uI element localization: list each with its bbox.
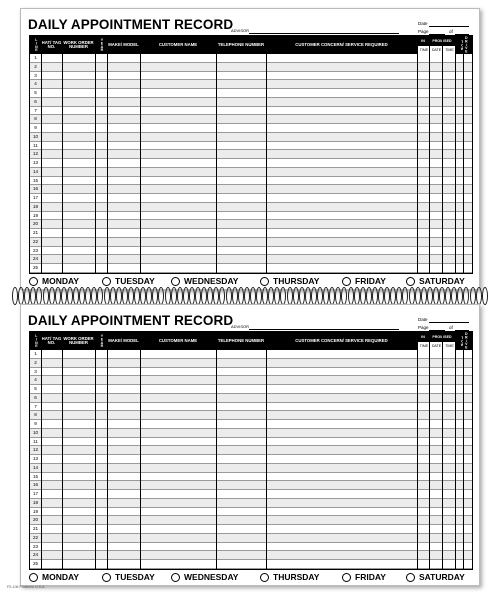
grid-rows bbox=[30, 54, 472, 273]
col-concern-header: CUSTOMER CONCERN/ SERVICE REQUIRED bbox=[295, 41, 388, 47]
binding-coil bbox=[329, 287, 335, 305]
row-number: 17 bbox=[32, 195, 39, 200]
binding-coil bbox=[116, 287, 122, 305]
binding-coil bbox=[476, 287, 482, 305]
binding-coil bbox=[195, 287, 201, 305]
binding-coil bbox=[433, 287, 439, 305]
col-in-header: IN bbox=[421, 39, 425, 43]
binding-coil bbox=[402, 287, 408, 305]
date-field[interactable] bbox=[429, 322, 469, 323]
binding-coil bbox=[451, 287, 457, 305]
date-label: Date bbox=[418, 317, 428, 322]
day-label: WEDNESDAY bbox=[184, 572, 239, 582]
radio-circle-icon[interactable] bbox=[171, 573, 180, 582]
table-row[interactable] bbox=[30, 89, 472, 98]
day-option-friday[interactable] bbox=[342, 275, 386, 287]
table-row[interactable] bbox=[30, 115, 472, 124]
table-row[interactable] bbox=[30, 508, 472, 517]
sub-in-time: TIME bbox=[417, 46, 430, 54]
table-row[interactable] bbox=[30, 551, 472, 560]
col-status-header: DRIVE TOW bbox=[460, 332, 469, 350]
day-label: THURSDAY bbox=[273, 276, 320, 286]
binding-coil bbox=[140, 287, 146, 305]
binding-coil bbox=[110, 287, 116, 305]
binding-coil bbox=[268, 287, 274, 305]
grid-divider bbox=[417, 36, 418, 273]
table-row[interactable] bbox=[30, 499, 472, 508]
day-label: FRIDAY bbox=[355, 572, 386, 582]
radio-circle-icon[interactable] bbox=[29, 277, 38, 286]
weekday-selector bbox=[29, 571, 471, 583]
day-option-monday[interactable] bbox=[29, 275, 79, 287]
table-row[interactable] bbox=[30, 368, 472, 377]
row-number: 19 bbox=[32, 212, 39, 218]
grid-divider bbox=[442, 332, 443, 569]
row-number: 7 bbox=[34, 403, 37, 409]
binding-coil bbox=[323, 287, 329, 305]
row-number: 22 bbox=[32, 534, 39, 540]
binding-coil bbox=[354, 287, 360, 305]
sub-in-time: TIME bbox=[417, 342, 430, 350]
binding-coil bbox=[335, 287, 341, 305]
row-number: 2 bbox=[34, 359, 37, 365]
binding-coil bbox=[427, 287, 433, 305]
binding-coil bbox=[158, 287, 164, 305]
row-number: 15 bbox=[32, 473, 39, 479]
row-number: 15 bbox=[32, 177, 39, 183]
day-option-saturday[interactable] bbox=[406, 571, 465, 583]
table-row[interactable] bbox=[30, 438, 472, 447]
col-year-header: YEAR bbox=[99, 38, 104, 52]
binding-coil bbox=[91, 287, 97, 305]
table-row[interactable] bbox=[30, 481, 472, 490]
table-row[interactable] bbox=[30, 403, 472, 412]
table-row[interactable] bbox=[30, 212, 472, 221]
binding-coil bbox=[293, 287, 299, 305]
binding-coil bbox=[128, 287, 134, 305]
grid-divider bbox=[107, 332, 108, 569]
grid-divider bbox=[455, 36, 456, 273]
row-number: 25 bbox=[32, 265, 39, 270]
table-row[interactable] bbox=[30, 159, 472, 168]
day-option-friday[interactable] bbox=[342, 571, 386, 583]
binding-coil bbox=[183, 287, 189, 305]
grid-divider bbox=[140, 36, 141, 273]
binding-coil bbox=[457, 287, 463, 305]
table-row[interactable] bbox=[30, 63, 472, 72]
binding-coil bbox=[61, 287, 67, 305]
row-number: 10 bbox=[32, 133, 39, 139]
binding-coil bbox=[79, 287, 85, 305]
binding-coil bbox=[165, 287, 171, 305]
binding-coil bbox=[30, 287, 36, 305]
grid-rows bbox=[30, 350, 472, 569]
radio-circle-icon[interactable] bbox=[406, 573, 415, 582]
binding-coil bbox=[85, 287, 91, 305]
binding-coil bbox=[378, 287, 384, 305]
table-row[interactable] bbox=[30, 411, 472, 420]
radio-circle-icon[interactable] bbox=[260, 573, 269, 582]
page-label: Page bbox=[418, 29, 429, 34]
grid-divider bbox=[417, 332, 418, 569]
table-row[interactable] bbox=[30, 185, 472, 194]
table-row[interactable] bbox=[30, 194, 472, 203]
row-number: 16 bbox=[32, 186, 39, 192]
binding-coil bbox=[73, 287, 79, 305]
binding-coil bbox=[250, 287, 256, 305]
sheet-title: DAILY APPOINTMENT RECORD bbox=[28, 17, 234, 32]
binding-coil bbox=[18, 287, 24, 305]
binding-coil bbox=[55, 287, 61, 305]
binding-coil bbox=[177, 287, 183, 305]
row-number: 1 bbox=[34, 351, 37, 356]
table-row[interactable] bbox=[30, 229, 472, 238]
binding-coil bbox=[219, 287, 225, 305]
table-row[interactable] bbox=[30, 464, 472, 473]
col-telephone-header: TELEPHONE NUMBER bbox=[217, 337, 265, 343]
grid-divider bbox=[41, 36, 42, 273]
binding-coil bbox=[67, 287, 73, 305]
binding-coil bbox=[348, 287, 354, 305]
binding-coil bbox=[470, 287, 476, 305]
day-option-monday[interactable] bbox=[29, 571, 79, 583]
table-row[interactable] bbox=[30, 177, 472, 186]
grid-header bbox=[30, 36, 472, 54]
binding-coil bbox=[305, 287, 311, 305]
day-option-thursday[interactable] bbox=[260, 275, 319, 287]
advisor-label: ADVISOR bbox=[231, 324, 250, 329]
radio-circle-icon[interactable] bbox=[102, 277, 111, 286]
row-number: 8 bbox=[34, 412, 37, 418]
table-row[interactable] bbox=[30, 247, 472, 256]
row-number: 14 bbox=[32, 464, 39, 470]
date-field[interactable] bbox=[429, 26, 469, 27]
day-label: TUESDAY bbox=[115, 572, 155, 582]
table-row[interactable] bbox=[30, 350, 472, 359]
table-row[interactable] bbox=[30, 394, 472, 403]
binding-coil bbox=[24, 287, 30, 305]
col-make-model-header: MAKE/ MODEL bbox=[108, 337, 139, 343]
table-row[interactable] bbox=[30, 534, 472, 543]
binding-coil bbox=[232, 287, 238, 305]
day-option-wednesday[interactable] bbox=[171, 571, 238, 583]
binding-coil bbox=[146, 287, 152, 305]
col-hat-tag-header: HAT/ TAG NO. bbox=[41, 335, 62, 345]
binding-coil bbox=[280, 287, 286, 305]
binding-coil bbox=[134, 287, 140, 305]
table-row[interactable] bbox=[30, 473, 472, 482]
day-label: THURSDAY bbox=[273, 572, 320, 582]
radio-circle-icon[interactable] bbox=[102, 573, 111, 582]
binding-coil bbox=[122, 287, 128, 305]
row-number: 14 bbox=[32, 168, 39, 174]
col-work-order-header: WORK ORDER NUMBER bbox=[63, 39, 94, 49]
binding-coil bbox=[287, 287, 293, 305]
binding-coil bbox=[415, 287, 421, 305]
binding-coil bbox=[421, 287, 427, 305]
col-promised-header: PROMISED bbox=[432, 335, 452, 339]
table-row[interactable] bbox=[30, 220, 472, 229]
col-hat-tag-header: HAT/ TAG NO. bbox=[41, 39, 62, 49]
day-option-thursday[interactable] bbox=[260, 571, 319, 583]
col-make-model-header: MAKE/ MODEL bbox=[108, 41, 139, 47]
grid-divider bbox=[429, 36, 430, 273]
table-row[interactable] bbox=[30, 72, 472, 81]
table-row[interactable] bbox=[30, 385, 472, 394]
binding-coil bbox=[463, 287, 469, 305]
binding-coil bbox=[274, 287, 280, 305]
binding-coil bbox=[384, 287, 390, 305]
binding-coil bbox=[238, 287, 244, 305]
page-label: Page bbox=[418, 325, 429, 330]
radio-circle-icon[interactable] bbox=[406, 277, 415, 286]
appointment-grid bbox=[29, 331, 473, 570]
row-number: 10 bbox=[32, 429, 39, 435]
row-number: 5 bbox=[34, 90, 37, 95]
col-work-order-header: WORK ORDER NUMBER bbox=[63, 335, 94, 345]
table-row[interactable] bbox=[30, 142, 472, 151]
table-row[interactable] bbox=[30, 98, 472, 107]
binding-coil bbox=[366, 287, 372, 305]
grid-divider bbox=[62, 36, 63, 273]
radio-circle-icon[interactable] bbox=[29, 573, 38, 582]
sub-promised-time: TIME bbox=[442, 46, 456, 54]
row-number: 25 bbox=[32, 561, 39, 566]
sheet-title: DAILY APPOINTMENT RECORD bbox=[28, 313, 234, 328]
row-number: 22 bbox=[32, 238, 39, 244]
row-number: 18 bbox=[32, 499, 39, 505]
binding-coil bbox=[360, 287, 366, 305]
table-row[interactable] bbox=[30, 516, 472, 525]
binding-coil bbox=[171, 287, 177, 305]
col-concern-header: CUSTOMER CONCERN/ SERVICE REQUIRED bbox=[295, 337, 388, 343]
row-number: 3 bbox=[34, 72, 37, 78]
appointment-grid bbox=[29, 35, 473, 274]
day-label: WEDNESDAY bbox=[184, 276, 239, 286]
binding-coil bbox=[341, 287, 347, 305]
table-row[interactable] bbox=[30, 124, 472, 133]
table-row[interactable] bbox=[30, 376, 472, 385]
binding-coil bbox=[445, 287, 451, 305]
grid-divider bbox=[107, 36, 108, 273]
grid-divider bbox=[216, 36, 217, 273]
col-customer-name-header: CUSTOMER NAME bbox=[158, 41, 198, 47]
grid-divider bbox=[62, 332, 63, 569]
weekday-selector bbox=[29, 275, 471, 287]
binding-coil bbox=[409, 287, 415, 305]
row-number: 4 bbox=[34, 81, 37, 87]
row-number: 21 bbox=[32, 526, 39, 531]
row-number: 13 bbox=[32, 160, 39, 165]
table-row[interactable] bbox=[30, 525, 472, 534]
row-number: 19 bbox=[32, 508, 39, 514]
row-number: 11 bbox=[33, 438, 38, 444]
row-number: 23 bbox=[32, 247, 39, 253]
day-label: SATURDAY bbox=[419, 276, 465, 286]
sub-promised-date: DATE bbox=[429, 342, 443, 350]
sub-promised-time: TIME bbox=[442, 342, 456, 350]
binding-coil bbox=[189, 287, 195, 305]
col-status-header: DRIVE TOW bbox=[460, 36, 469, 54]
row-number: 24 bbox=[32, 256, 39, 262]
appointment-sheet-bottom bbox=[20, 304, 480, 586]
day-label: MONDAY bbox=[42, 572, 79, 582]
col-line-header: LINE bbox=[34, 38, 39, 52]
table-row[interactable] bbox=[30, 543, 472, 552]
col-year-header: YEAR bbox=[99, 334, 104, 348]
day-option-wednesday[interactable] bbox=[171, 275, 238, 287]
table-row[interactable] bbox=[30, 255, 472, 264]
binding-coil bbox=[311, 287, 317, 305]
radio-circle-icon[interactable] bbox=[342, 573, 351, 582]
day-label: MONDAY bbox=[42, 276, 79, 286]
binding-coil bbox=[213, 287, 219, 305]
table-row[interactable] bbox=[30, 133, 472, 142]
binding-coil bbox=[256, 287, 262, 305]
row-number: 11 bbox=[33, 142, 38, 148]
binding-coil bbox=[226, 287, 232, 305]
row-number: 20 bbox=[32, 517, 39, 523]
day-option-saturday[interactable] bbox=[406, 275, 465, 287]
appointment-sheet-top bbox=[20, 8, 480, 290]
row-number: 2 bbox=[34, 63, 37, 69]
day-label: TUESDAY bbox=[115, 276, 155, 286]
grid-divider bbox=[95, 36, 96, 273]
row-number: 3 bbox=[34, 368, 37, 374]
row-number: 16 bbox=[32, 482, 39, 488]
radio-circle-icon[interactable] bbox=[171, 277, 180, 286]
day-label: SATURDAY bbox=[419, 572, 465, 582]
advisor-label: ADVISOR bbox=[231, 28, 250, 33]
grid-divider bbox=[95, 332, 96, 569]
advisor-field[interactable] bbox=[249, 329, 399, 330]
binding-coil bbox=[317, 287, 323, 305]
grid-divider bbox=[216, 332, 217, 569]
row-number: 8 bbox=[34, 116, 37, 122]
grid-divider bbox=[463, 36, 464, 273]
grid-divider bbox=[41, 332, 42, 569]
table-row[interactable] bbox=[30, 420, 472, 429]
row-number: 6 bbox=[34, 394, 37, 400]
row-number: 1 bbox=[34, 55, 37, 60]
grid-divider bbox=[463, 332, 464, 569]
grid-divider bbox=[266, 36, 267, 273]
table-row[interactable] bbox=[30, 446, 472, 455]
binding-coil bbox=[201, 287, 207, 305]
binding-coil bbox=[207, 287, 213, 305]
row-number: 5 bbox=[34, 386, 37, 391]
table-row[interactable] bbox=[30, 490, 472, 499]
day-option-tuesday[interactable] bbox=[102, 275, 155, 287]
table-row[interactable] bbox=[30, 168, 472, 177]
binding-coil bbox=[43, 287, 49, 305]
binding-coil bbox=[396, 287, 402, 305]
table-row[interactable] bbox=[30, 429, 472, 438]
binding-coil bbox=[49, 287, 55, 305]
binding-coil bbox=[299, 287, 305, 305]
binding-coil bbox=[482, 287, 488, 305]
binding-coil bbox=[390, 287, 396, 305]
day-option-tuesday[interactable] bbox=[102, 571, 155, 583]
binding-coil bbox=[36, 287, 42, 305]
table-row[interactable] bbox=[30, 359, 472, 368]
advisor-field[interactable] bbox=[249, 33, 399, 34]
row-number: 4 bbox=[34, 377, 37, 383]
date-label: Date bbox=[418, 21, 428, 26]
grid-divider bbox=[140, 332, 141, 569]
row-number: 12 bbox=[32, 151, 39, 157]
table-row[interactable] bbox=[30, 54, 472, 63]
table-row[interactable] bbox=[30, 264, 472, 273]
row-number: 12 bbox=[32, 447, 39, 453]
sub-promised-date: DATE bbox=[429, 46, 443, 54]
radio-circle-icon[interactable] bbox=[342, 277, 351, 286]
table-row[interactable] bbox=[30, 107, 472, 116]
col-line-header: LINE bbox=[34, 334, 39, 348]
binding-coil bbox=[372, 287, 378, 305]
binding-coil bbox=[244, 287, 250, 305]
row-number: 13 bbox=[32, 456, 39, 461]
table-row[interactable] bbox=[30, 80, 472, 89]
row-number: 20 bbox=[32, 221, 39, 227]
binding-coil bbox=[104, 287, 110, 305]
row-number: 24 bbox=[32, 552, 39, 558]
col-promised-header: PROMISED bbox=[432, 39, 452, 43]
binding-coil bbox=[97, 287, 103, 305]
table-row[interactable] bbox=[30, 560, 472, 569]
grid-header bbox=[30, 332, 472, 350]
table-row[interactable] bbox=[30, 238, 472, 247]
row-number: 18 bbox=[32, 203, 39, 209]
row-number: 21 bbox=[32, 230, 39, 235]
row-number: 7 bbox=[34, 107, 37, 113]
binding-coil bbox=[439, 287, 445, 305]
of-label: of bbox=[449, 29, 453, 34]
col-telephone-header: TELEPHONE NUMBER bbox=[217, 41, 265, 47]
row-number: 6 bbox=[34, 98, 37, 104]
grid-divider bbox=[455, 332, 456, 569]
table-row[interactable] bbox=[30, 150, 472, 159]
row-number: 17 bbox=[32, 491, 39, 496]
col-in-header: IN bbox=[421, 335, 425, 339]
table-row[interactable] bbox=[30, 455, 472, 464]
grid-divider bbox=[266, 332, 267, 569]
row-number: 23 bbox=[32, 543, 39, 549]
row-number: 9 bbox=[34, 421, 37, 426]
form-footnote: FS-106 Printed in U.S.A. bbox=[7, 585, 46, 589]
col-customer-name-header: CUSTOMER NAME bbox=[158, 337, 198, 343]
radio-circle-icon[interactable] bbox=[260, 277, 269, 286]
of-label: of bbox=[449, 325, 453, 330]
table-row[interactable] bbox=[30, 203, 472, 212]
binding-coil bbox=[262, 287, 268, 305]
binding-coil bbox=[152, 287, 158, 305]
grid-divider bbox=[442, 36, 443, 273]
grid-divider bbox=[429, 332, 430, 569]
binding-coil bbox=[12, 287, 18, 305]
row-number: 9 bbox=[34, 125, 37, 130]
day-label: FRIDAY bbox=[355, 276, 386, 286]
